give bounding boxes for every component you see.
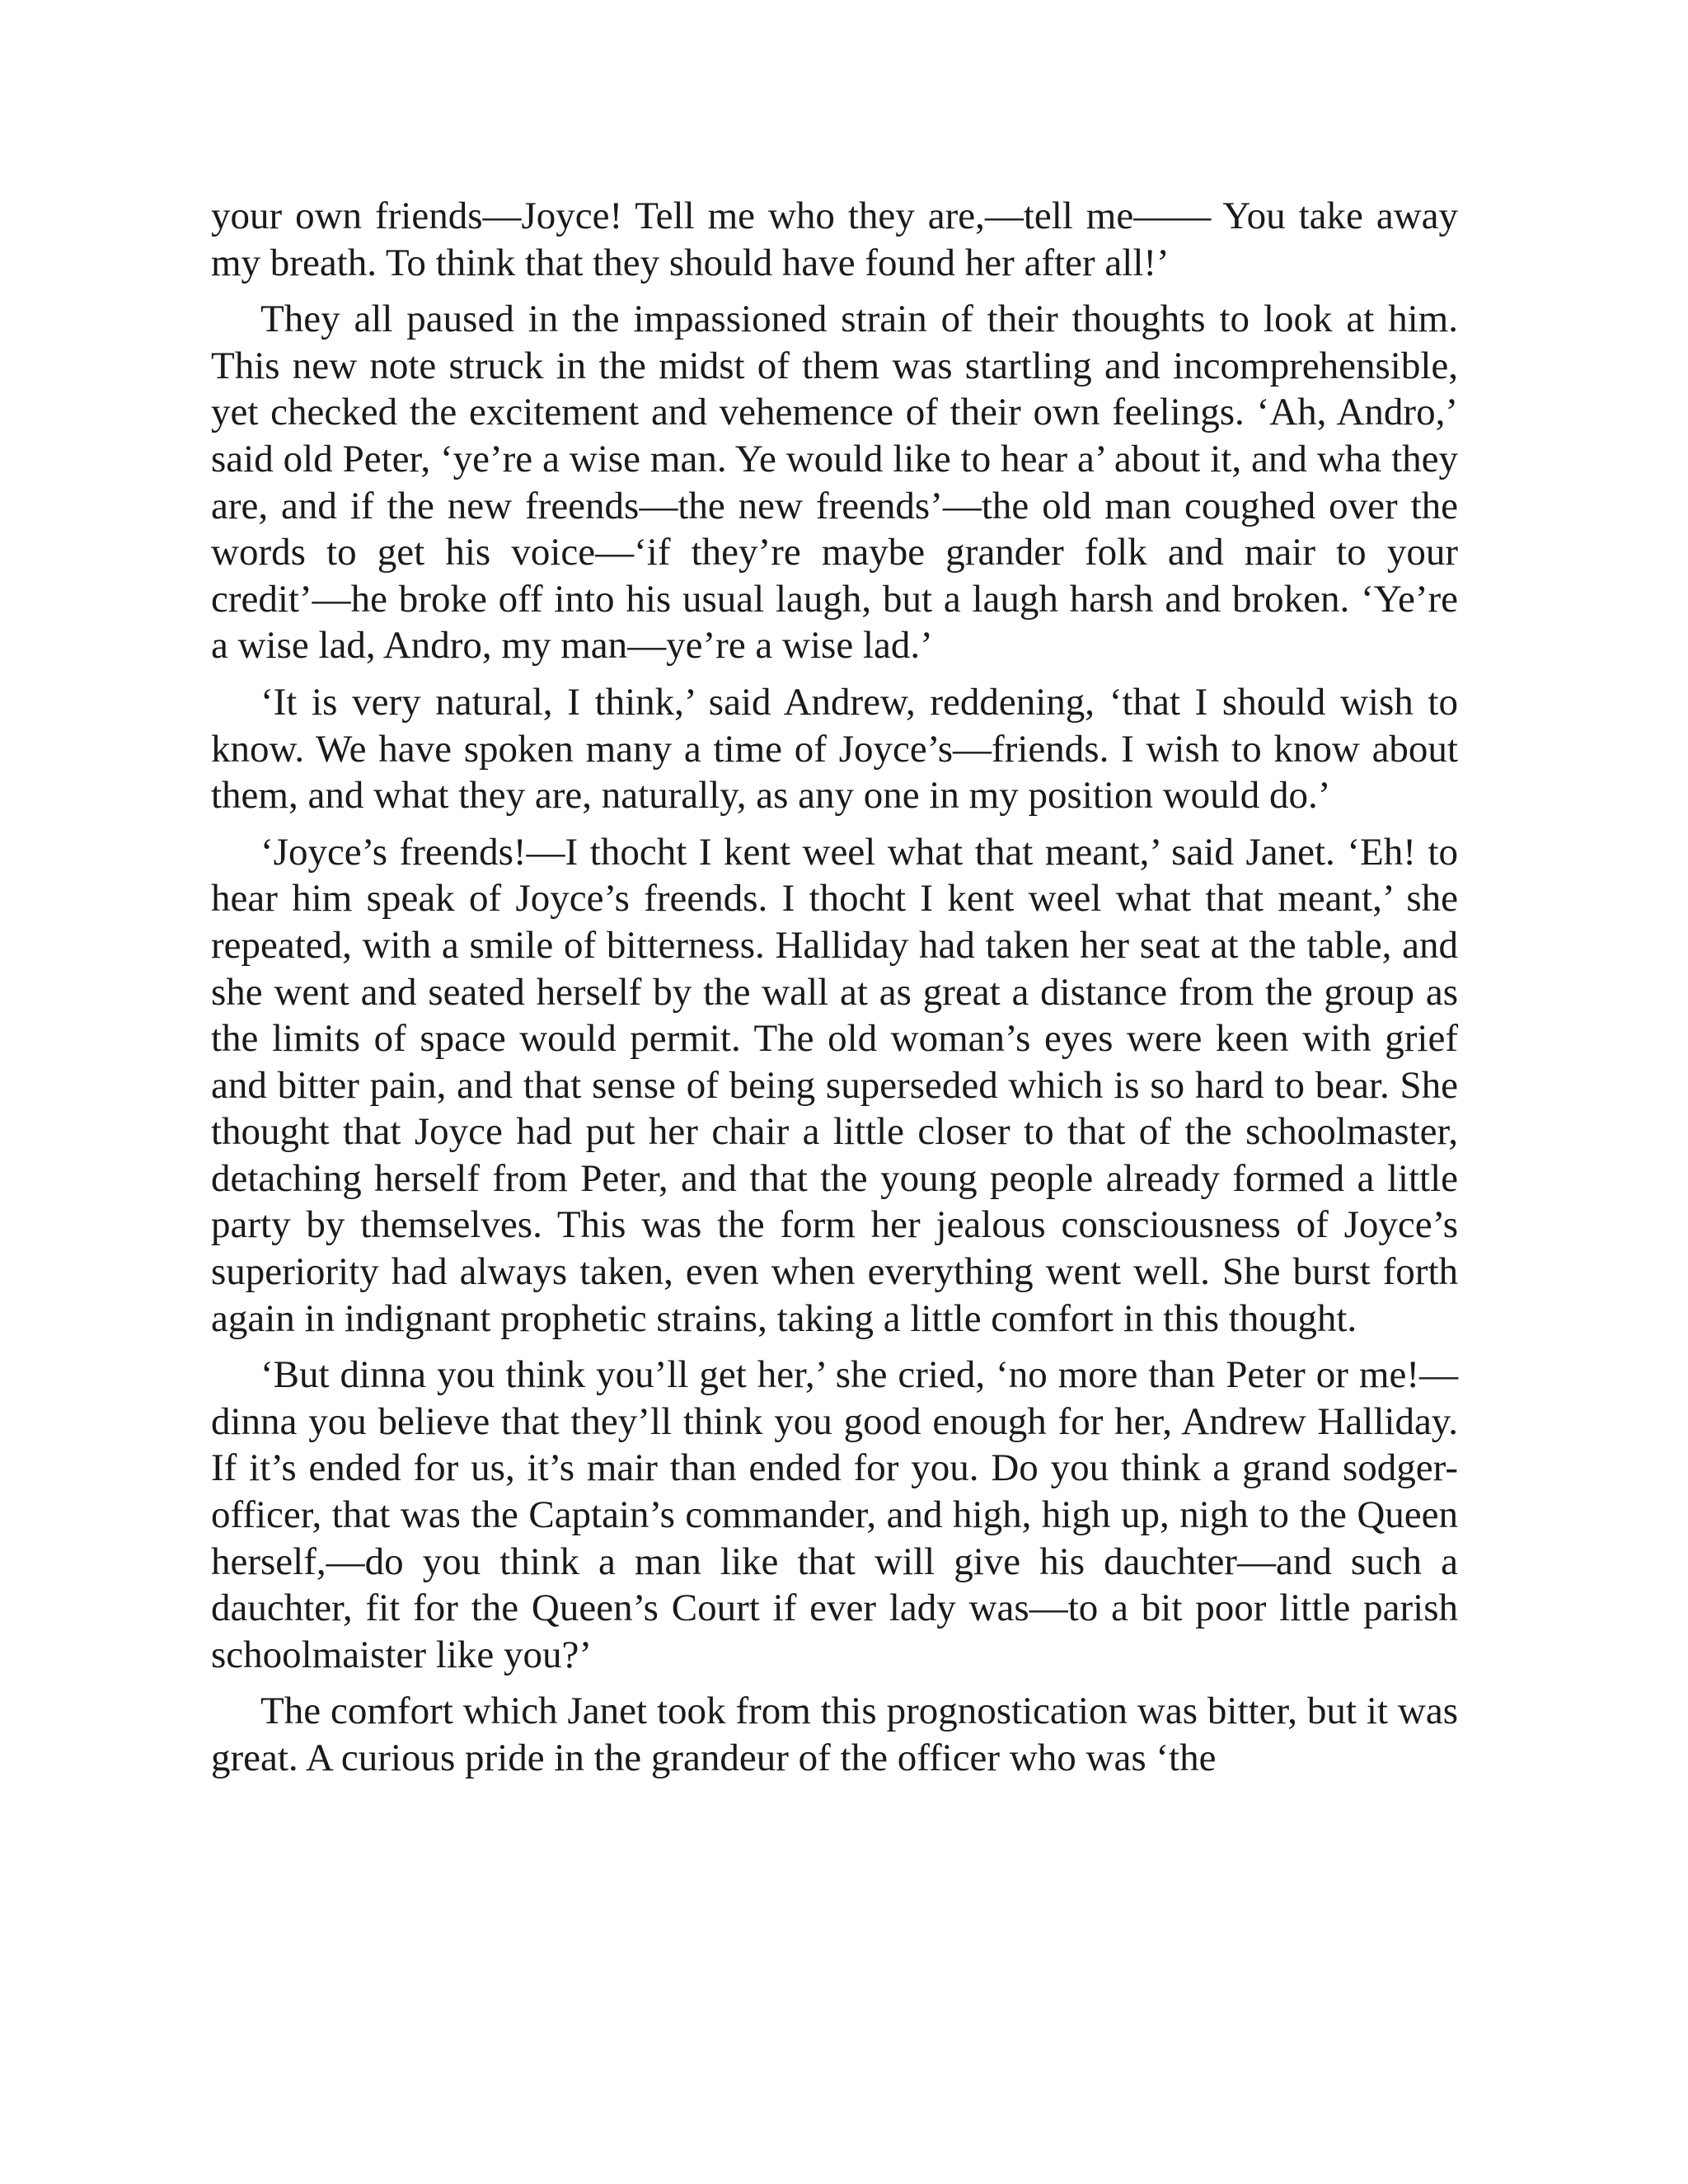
paragraph-6: The comfort which Janet took from this prognostication was bitter, but it was great. A curious pride in the grandeur of the officer who was ‘the (211, 1690, 1458, 1779)
paragraph-5: ‘But dinna you think you’ll get her,’ she cried, ‘no more than Peter or me!—dinna you believe that they’ll think you good enough for her, Andrew Halliday. If it’s ended for us, it’s mair than ended for you. Do you think a grand sodger-officer, that was the Captain’s commander, and high, high up, nigh to the Queen herself,—do you think a man like that will give his dauchter—and such a dauchter, fit for the Queen’s Court if ever lady was—to a bit poor little parish schoolmaister like you?’ (211, 1353, 1458, 1676)
book-page (211, 193, 1458, 1792)
paragraph-1: your own friends—Joyce! Tell me who they are,—tell me—— You take away my breath. To think that they should have found her after all!’ (211, 194, 1458, 284)
paragraph-3: ‘It is very natural, I think,’ said Andrew, reddening, ‘that I should wish to know. We have spoken many a time of Joyce’s—friends. I wish to know about them, and what they are, naturally, as any one in my position would do.’ (211, 680, 1458, 818)
paragraph-4: ‘Joyce’s freends!—I thocht I kent weel what that meant,’ said Janet. ‘Eh! to hear him speak of Joyce’s freends. I thocht I kent weel what that meant,’ she repeated, with a smile of bitterness. Halliday had taken her seat at the table, and she went and seated herself by the wall at as great a distance from the group as the limits of space would permit. The old woman’s eyes were keen with grief and bitter pain, and that sense of being superseded which is so hard to bear. She thought that Joyce had put her chair a little closer to that of the schoolmaster, detaching herself from Peter, and that the young people already formed a little party by themselves. This was the form her jealous consciousness of Joyce’s superiority had always taken, even when everything went well. She burst forth again in indignant prophetic strains, taking a little comfort in this thought. (211, 830, 1458, 1340)
paragraph-2: They all paused in the impassioned strain of their thoughts to look at him. This new note struck in the midst of them was startling and incomprehensible, yet checked the excitement and vehemence of their own feelings. ‘Ah, Andro,’ said old Peter, ‘ye’re a wise man. Ye would like to hear a’ about it, and wha they are, and if the new freends—the new freends’—the old man coughed over the words to get his voice—‘if they’re maybe grander folk and mair to your credit’—he broke off into his usual laugh, but a laugh harsh and broken. ‘Ye’re a wise lad, Andro, my man—ye’re a wise lad.’ (211, 298, 1458, 668)
